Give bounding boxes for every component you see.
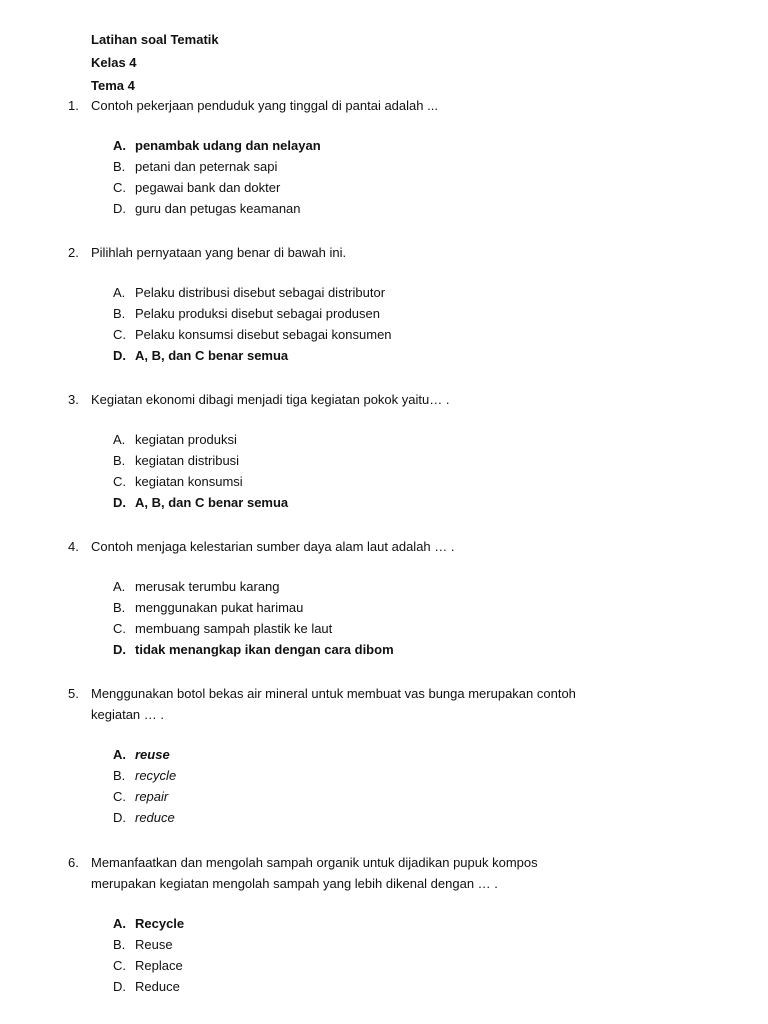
question-text: Contoh menjaga kelestarian sumber daya alam laut adalah … . xyxy=(91,539,455,554)
question-stem xyxy=(68,683,728,725)
option-letter: D. xyxy=(113,642,126,657)
option-text: Reuse xyxy=(135,937,173,952)
question-5 xyxy=(68,683,728,828)
question-number: 1. xyxy=(68,98,79,113)
question-stem xyxy=(68,95,728,116)
option-c xyxy=(113,955,728,976)
option-a xyxy=(113,913,728,934)
option-list xyxy=(68,744,728,828)
question-3 xyxy=(68,389,728,513)
question-number: 2. xyxy=(68,245,79,260)
option-text: kegiatan distribusi xyxy=(135,453,240,468)
option-b xyxy=(113,765,728,786)
option-letter: A. xyxy=(113,579,126,594)
option-text: A, B, dan C benar semua xyxy=(135,495,289,510)
option-letter: D. xyxy=(113,979,126,994)
option-a xyxy=(113,282,728,303)
option-a xyxy=(113,135,728,156)
option-letter: A. xyxy=(113,916,126,931)
option-list xyxy=(68,135,728,219)
option-d xyxy=(113,198,728,219)
option-c xyxy=(113,618,728,639)
option-text: Pelaku konsumsi disebut sebagai konsumen xyxy=(135,327,392,342)
option-d xyxy=(113,807,728,828)
question-text-line-1: Menggunakan botol bekas air mineral untuk membuat vas bunga merupakan contoh xyxy=(91,686,576,701)
document-header xyxy=(91,28,219,97)
option-text: merusak terumbu karang xyxy=(135,579,280,594)
question-stem xyxy=(68,536,728,557)
option-b xyxy=(113,450,728,471)
option-d xyxy=(113,345,728,366)
option-d xyxy=(113,639,728,660)
question-text: Pilihlah pernyataan yang benar di bawah ini. xyxy=(91,245,347,260)
option-text: Reduce xyxy=(135,979,180,994)
option-c xyxy=(113,471,728,492)
option-text: membuang sampah plastik ke laut xyxy=(135,621,333,636)
option-letter: A. xyxy=(113,138,126,153)
question-stem xyxy=(68,389,728,410)
option-text: Pelaku produksi disebut sebagai produsen xyxy=(135,306,381,321)
question-text-line-1: Memanfaatkan dan mengolah sampah organik untuk dijadikan pupuk kompos xyxy=(91,855,538,870)
option-letter: B. xyxy=(113,306,126,321)
option-text: recycle xyxy=(135,768,177,783)
question-text-line-2: merupakan kegiatan mengolah sampah yang lebih dikenal dengan … . xyxy=(91,876,498,891)
option-list xyxy=(68,576,728,660)
option-letter: D. xyxy=(113,348,126,363)
option-text: reduce xyxy=(135,810,175,825)
question-1 xyxy=(68,95,728,219)
option-a xyxy=(113,429,728,450)
option-letter: D. xyxy=(113,495,126,510)
option-a xyxy=(113,576,728,597)
option-letter: B. xyxy=(113,159,126,174)
option-c xyxy=(113,177,728,198)
option-text: reuse xyxy=(135,747,170,762)
option-letter: B. xyxy=(113,600,126,615)
option-letter: B. xyxy=(113,453,126,468)
option-letter: B. xyxy=(113,768,126,783)
document-title: Latihan soal Tematik xyxy=(91,32,219,47)
option-d xyxy=(113,976,728,997)
option-b xyxy=(113,156,728,177)
question-number: 4. xyxy=(68,539,79,554)
option-text: penambak udang dan nelayan xyxy=(135,138,321,153)
option-d xyxy=(113,492,728,513)
option-text: kegiatan konsumsi xyxy=(135,474,243,489)
question-text: Kegiatan ekonomi dibagi menjadi tiga kegiatan pokok yaitu… . xyxy=(91,392,450,407)
question-4 xyxy=(68,536,728,660)
option-text: Pelaku distribusi disebut sebagai distributor xyxy=(135,285,386,300)
option-letter: A. xyxy=(113,432,126,447)
option-text: tidak menangkap ikan dengan cara dibom xyxy=(135,642,394,657)
option-letter: D. xyxy=(113,810,126,825)
option-text: pegawai bank dan dokter xyxy=(135,180,281,195)
option-text: guru dan petugas keamanan xyxy=(135,201,301,216)
option-list xyxy=(68,429,728,513)
option-list xyxy=(68,282,728,366)
option-b xyxy=(113,303,728,324)
option-c xyxy=(113,324,728,345)
option-letter: C. xyxy=(113,789,126,804)
question-number: 6. xyxy=(68,855,79,870)
option-list xyxy=(68,913,728,997)
option-text: petani dan peternak sapi xyxy=(135,159,278,174)
option-letter: C. xyxy=(113,474,126,489)
option-b xyxy=(113,934,728,955)
option-c xyxy=(113,786,728,807)
theme-label: Tema 4 xyxy=(91,78,135,93)
option-text: menggunakan pukat harimau xyxy=(135,600,304,615)
option-a xyxy=(113,744,728,765)
option-letter: C. xyxy=(113,621,126,636)
option-text: Recycle xyxy=(135,916,185,931)
question-number: 5. xyxy=(68,686,79,701)
option-letter: C. xyxy=(113,180,126,195)
option-letter: C. xyxy=(113,958,126,973)
option-text: kegiatan produksi xyxy=(135,432,237,447)
class-label: Kelas 4 xyxy=(91,55,137,70)
option-text: A, B, dan C benar semua xyxy=(135,348,289,363)
question-stem xyxy=(68,242,728,263)
option-text: Replace xyxy=(135,958,183,973)
question-6 xyxy=(68,852,728,997)
question-text-line-2: kegiatan … . xyxy=(91,707,164,722)
question-stem xyxy=(68,852,728,894)
option-letter: B. xyxy=(113,937,126,952)
question-number: 3. xyxy=(68,392,79,407)
question-text: Contoh pekerjaan penduduk yang tinggal di pantai adalah ... xyxy=(91,98,438,113)
question-2 xyxy=(68,242,728,366)
option-letter: C. xyxy=(113,327,126,342)
option-letter: D. xyxy=(113,201,126,216)
option-b xyxy=(113,597,728,618)
option-letter: A. xyxy=(113,747,126,762)
option-text: repair xyxy=(135,789,169,804)
option-letter: A. xyxy=(113,285,126,300)
